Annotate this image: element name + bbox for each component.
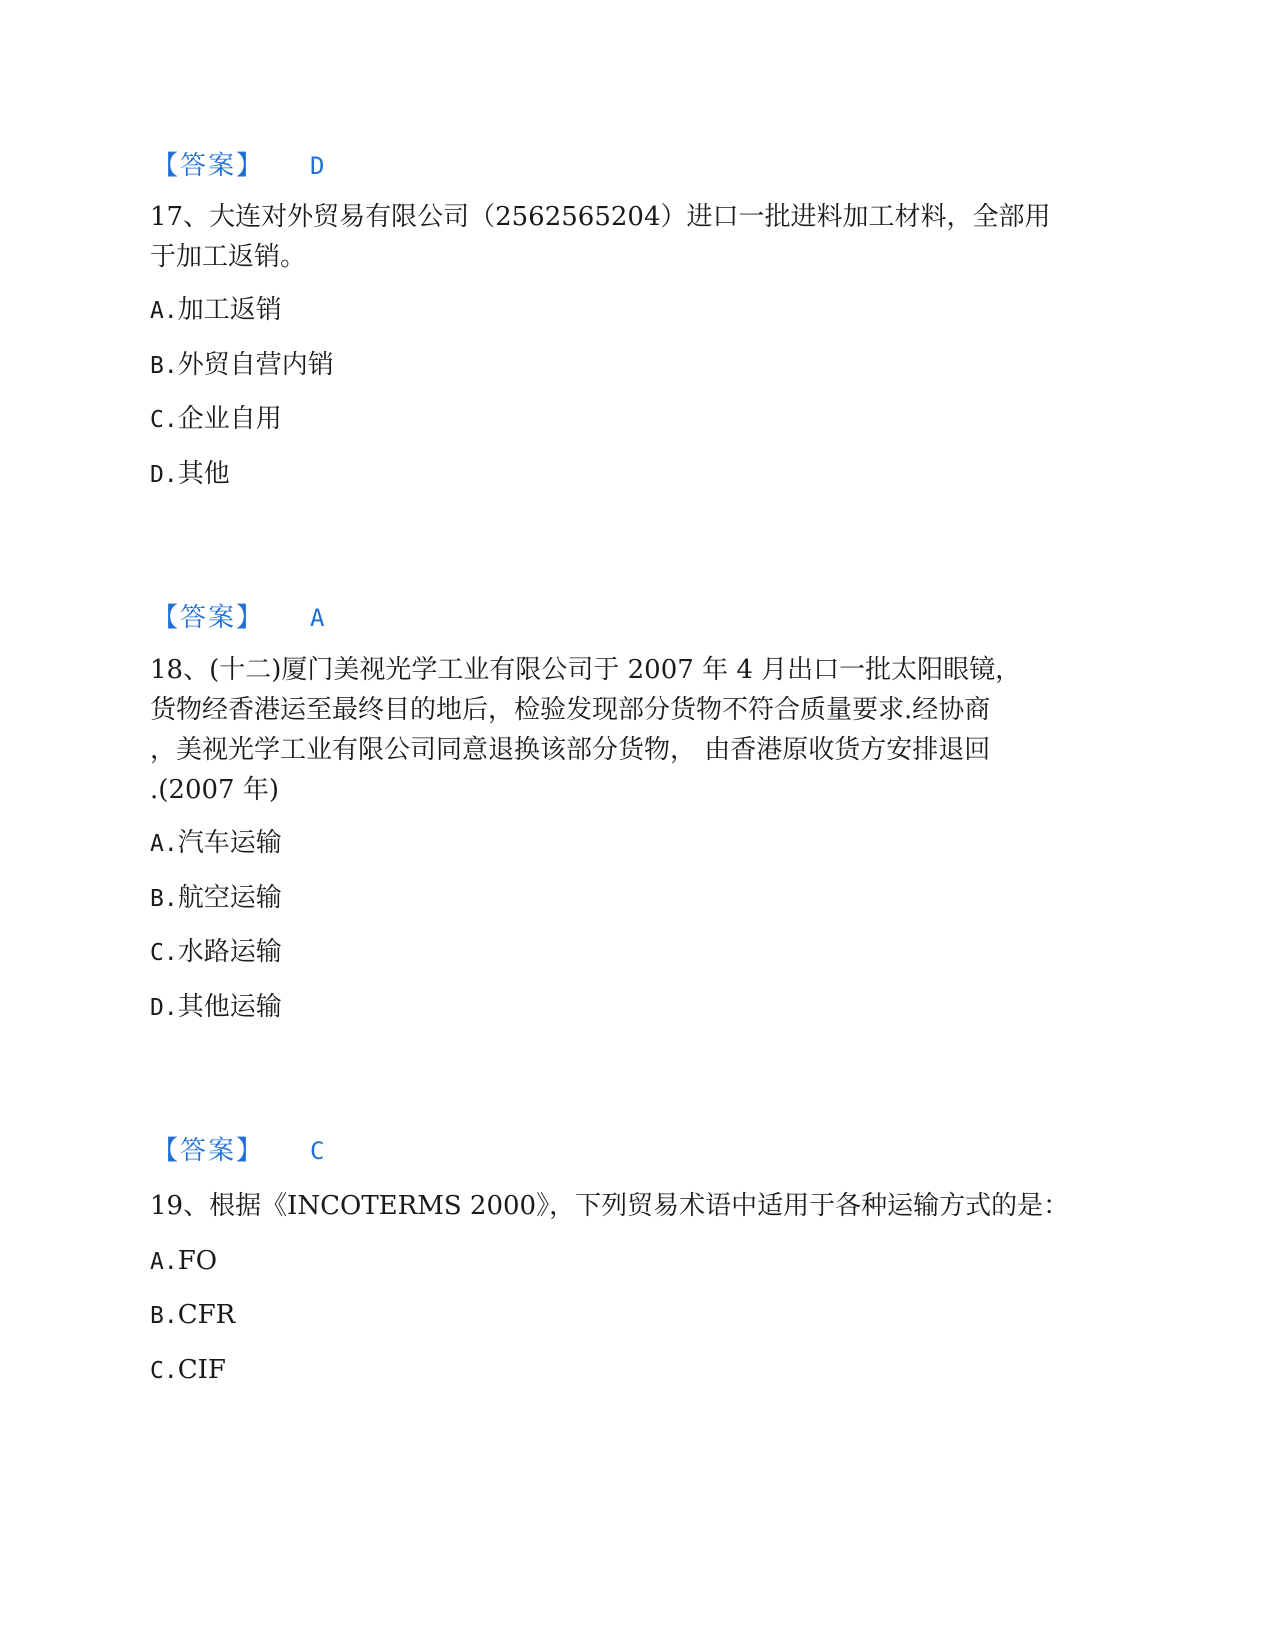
option-b xyxy=(150,1295,235,1336)
option-text: 其他运输 xyxy=(177,992,282,1022)
question-text-line: 于加工返销。 xyxy=(150,242,307,272)
answer-label: 【答案】 xyxy=(152,151,265,181)
question-text-line: ，美视光学工业有限公司同意退换该部分货物， 由香港原收货方安排退回 xyxy=(150,735,991,765)
question-text-line: 货物经香港运至最终目的地后，检验发现部分货物不符合质量要求.经协商 xyxy=(150,695,991,725)
option-text: 航空运输 xyxy=(177,883,282,913)
option-letter: C. xyxy=(150,940,178,966)
option-a xyxy=(150,823,282,864)
answer-label: 【答案】 xyxy=(152,1136,265,1166)
option-letter: C. xyxy=(150,407,178,433)
option-text: 汽车运输 xyxy=(177,828,282,858)
option-letter: A. xyxy=(150,1249,178,1275)
option-text: 外贸自营内销 xyxy=(177,350,334,380)
question-19-text xyxy=(150,1186,1110,1226)
question-text-line: 19、根据《INCOTERMS 2000》，下列贸易术语中适用于各种运输方式的是： xyxy=(150,1191,1070,1221)
option-c xyxy=(150,1350,226,1391)
answer-line xyxy=(152,598,324,638)
option-letter: D. xyxy=(150,995,178,1021)
option-text: 企业自用 xyxy=(177,404,282,434)
option-c xyxy=(150,399,282,440)
answer-line xyxy=(152,146,324,186)
option-text: 加工返销 xyxy=(177,295,282,325)
option-letter: B. xyxy=(150,353,178,379)
option-a xyxy=(150,1241,217,1282)
answer-value: A xyxy=(310,604,325,632)
option-b xyxy=(150,345,334,386)
question-18-text xyxy=(150,650,1110,810)
option-d xyxy=(150,454,230,495)
option-letter: A. xyxy=(150,298,178,324)
question-text-line: .(2007 年) xyxy=(150,775,279,805)
question-text-line: 17、大连对外贸易有限公司（2562565204）进口一批进料加工材料，全部用 xyxy=(150,202,1051,232)
option-letter: C. xyxy=(150,1358,178,1384)
option-letter: B. xyxy=(150,1303,178,1329)
option-text: FO xyxy=(177,1246,218,1276)
option-d xyxy=(150,987,282,1028)
question-17-text xyxy=(150,197,1110,277)
option-c xyxy=(150,932,282,973)
option-text: 其他 xyxy=(177,459,230,489)
answer-value: D xyxy=(310,152,325,180)
option-letter: D. xyxy=(150,462,178,488)
answer-value: C xyxy=(310,1137,325,1165)
option-letter: B. xyxy=(150,886,178,912)
option-text: CIF xyxy=(177,1355,226,1385)
option-b xyxy=(150,878,282,919)
question-text-line: 18、(十二)厦门美视光学工业有限公司于 2007 年 4 月出口一批太阳眼镜， xyxy=(150,655,1022,685)
option-letter: A. xyxy=(150,831,178,857)
option-a xyxy=(150,290,282,331)
answer-line xyxy=(152,1131,324,1171)
option-text: 水路运输 xyxy=(177,937,282,967)
answer-label: 【答案】 xyxy=(152,603,265,633)
option-text: CFR xyxy=(177,1300,236,1330)
